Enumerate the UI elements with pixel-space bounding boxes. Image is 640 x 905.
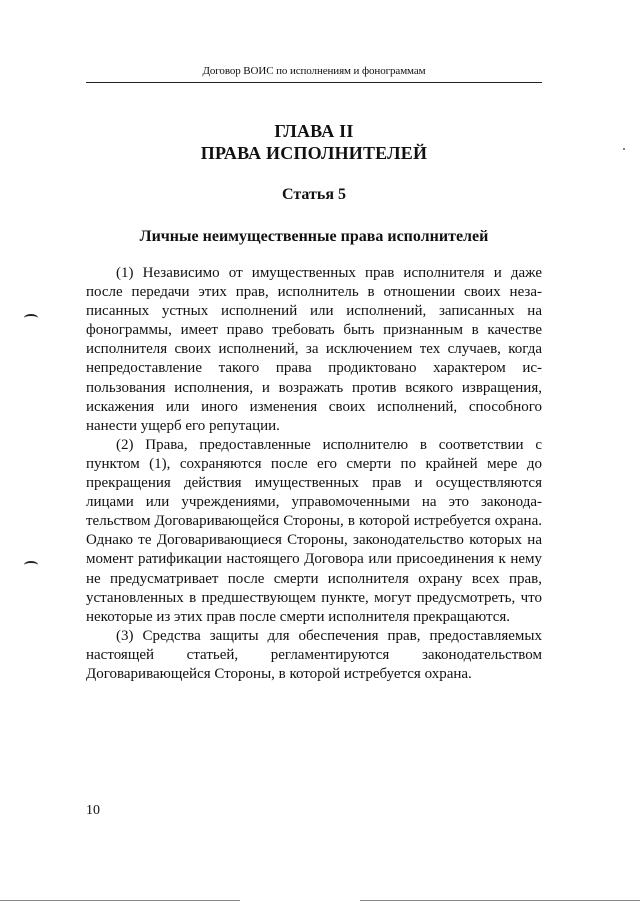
scan-artifact-mark — [24, 561, 38, 569]
article-body — [86, 264, 542, 684]
scan-edge-line — [0, 900, 240, 901]
scan-artifact-dot — [623, 148, 625, 150]
paragraph-1: (1) Независимо от имущественных прав исполнителя и даже после передачи этих прав, исполнитель в отношении своих незаписанных устных исполнений или исполнений, записанных на фонограммы, имеет право требовать быть признанным в качестве исполнителя своих исполнений, за исключением тех случаев, когда непредоставление такого права продиктовано характером использования исполнения, и возражать против всякого извращения, искажения или иного изменения своих исполнений, способного нанести ущерб его репутации. — [86, 265, 542, 434]
page-number: 10 — [86, 803, 100, 818]
scan-artifact-mark — [24, 314, 38, 322]
paragraph-3: (3) Средства защиты для обеспечения прав, предоставляемых настоящей статьей, регламентируются законодательством Договаривающейся Стороны, в которой истребуется охрана. — [86, 627, 542, 682]
running-header: Договор ВОИС по исполнениям и фонограммам — [202, 65, 426, 77]
article-title: Личные неимущественные права исполнителей — [139, 228, 489, 245]
chapter-number: ГЛАВА II — [274, 121, 354, 141]
scan-edge-line — [360, 900, 640, 901]
header-rule — [86, 82, 542, 83]
article-number: Статья 5 — [282, 186, 346, 203]
paragraph-2: (2) Права, предоставленные исполнителю в соответствии с пунктом (1), сохраняются после его смерти по крайней мере до прекращения действия имущественных прав и осуществляются лицами или учреждениями, управомоченными на это законодательством Договаривающейся Стороны, в которой истребуется охрана. Однако те Договаривающиеся Стороны, законодательство которых на момент ратификации настоящего Договора или присоединения к нему не предусматривает после смерти исполнителя охрану всех прав, установленных в предшествующем пункте, могут предусмотреть, что некоторые из этих прав после смерти исполнителя прекращаются. — [86, 436, 542, 625]
chapter-title: ПРАВА ИСПОЛНИТЕЛЕЙ — [200, 143, 428, 163]
